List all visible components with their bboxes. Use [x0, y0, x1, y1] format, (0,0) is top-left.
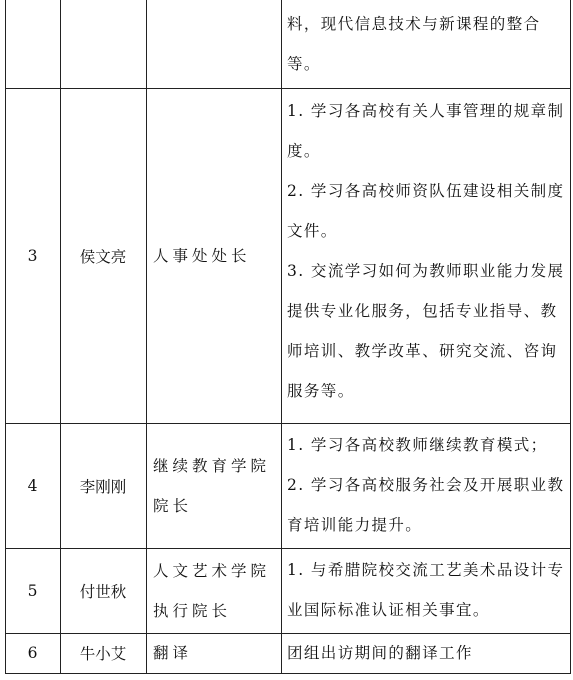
duty-item: 2. 学习各高校师资队伍建设相关制度文件。 [287, 182, 565, 240]
member-position: 翻译 [153, 644, 193, 662]
row-number: 5 [27, 581, 38, 600]
member-name: 侯文亮 [79, 247, 127, 266]
table-row [287, 4, 567, 84]
table-row [287, 550, 567, 630]
table-row [287, 91, 567, 411]
table-row [287, 425, 567, 545]
column-divider [146, 0, 147, 674]
member-name: 付世秋 [79, 582, 127, 601]
duty-item: 团组出访期间的翻译工作 [287, 644, 473, 662]
member-position: 人文艺术学院执行院长 [153, 561, 271, 620]
table-row [287, 633, 567, 673]
duty-item: 1. 与希腊院校交流工艺美术品设计专业国际标准认证相关事宜。 [287, 561, 565, 619]
duty-item: 3. 交流学习如何为教师职业能力发展提供专业化服务，包括专业指导、教师培训、教学改革、研究交流、咨询服务等。 [287, 262, 565, 400]
row-number: 6 [27, 644, 38, 662]
table-border-bottom [5, 673, 571, 674]
row-number: 3 [27, 246, 38, 265]
duty-item: 1. 学习各高校有关人事管理的规章制度。 [287, 102, 565, 160]
duty-item: 1. 学习各高校教师继续教育模式； [287, 436, 548, 454]
duty-item: 2. 学习各高校服务社会及开展职业教育培训能力提升。 [287, 476, 565, 534]
duty-item: 料，现代信息技术与新课程的整合等。 [287, 15, 541, 73]
member-position: 人事处处长 [153, 246, 251, 265]
member-position: 继续教育学院院长 [153, 456, 271, 515]
column-divider [281, 0, 282, 674]
row-number: 4 [27, 476, 38, 495]
delegation-table [5, 0, 571, 674]
table-border-right [570, 0, 571, 674]
member-name: 李刚刚 [79, 477, 127, 496]
member-name: 牛小艾 [79, 645, 127, 663]
